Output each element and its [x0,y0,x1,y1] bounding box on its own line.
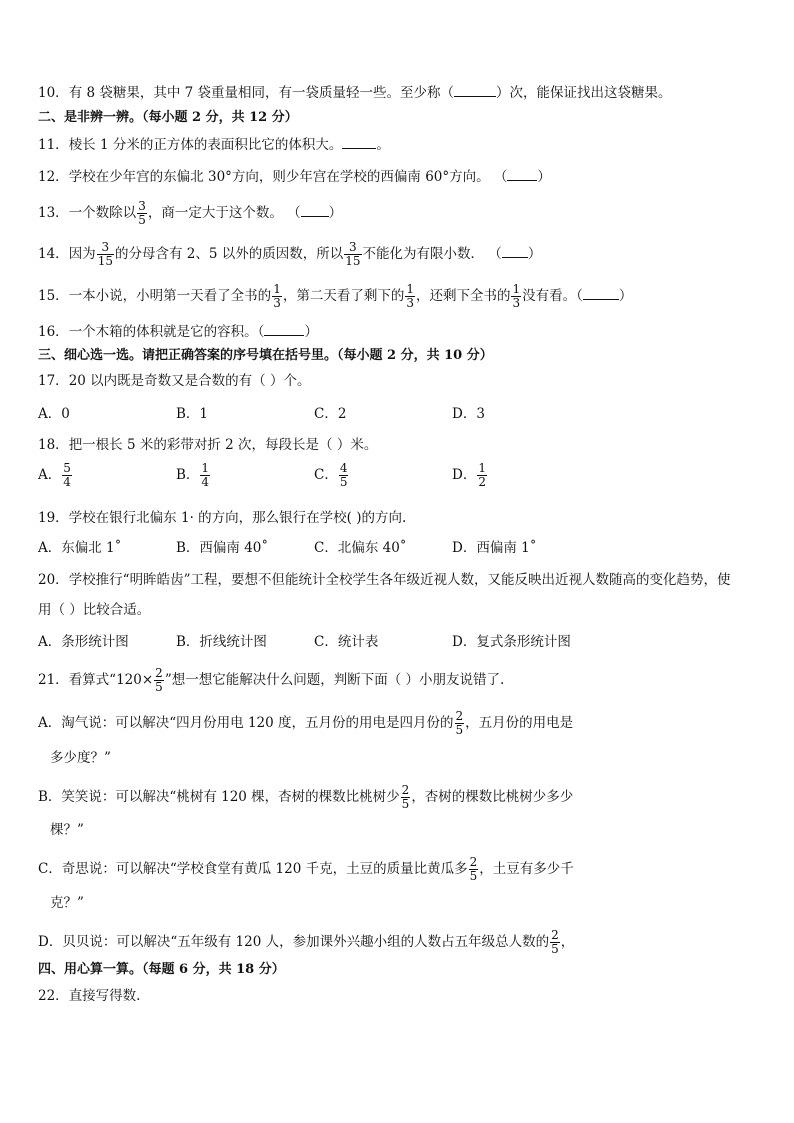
option-text: B．笑笑说：可以解决“桃树有 120 棵，杏树的棵数比桃树少 [38,789,400,805]
fraction: $\frac{3}{15}$ [345,240,361,268]
option-text: C．奇思说：可以解决“学校食堂有黄瓜 120 千克，土豆的质量比黄瓜多 [38,861,468,877]
question-number: 16． [38,324,69,340]
answer-blank[interactable] [342,134,376,149]
option-a[interactable]: A．0 [38,406,70,422]
question-text: 一本小说，小明第一天看了全书的 [68,288,272,304]
fraction: $\frac{2}{5}$ [551,928,559,956]
fraction: $\frac{3}{15}$ [97,240,113,268]
option-b[interactable] [38,784,573,811]
option-b[interactable]: B． $\frac{1}{4}$ [176,461,210,489]
question-number: 19． [38,510,69,526]
question-text: 20 以内既是奇数又是合数的有（ ）个。 [68,373,311,389]
fraction: $\frac{5}{4}$ [63,461,71,489]
option-text: D．贝贝说：可以解决“五年级有 120 人，参加课外兴趣小组的人数占五年级总人数的 [38,934,550,950]
question-text: 的分母含有 2、5 以外的质因数，所以 [114,246,344,262]
question-text: 一个木箱的体积就是它的容积。（ [68,324,265,340]
question-17 [38,371,310,391]
answer-blank[interactable] [502,243,528,258]
option-d[interactable]: D．3 [452,406,485,422]
option-c[interactable]: C．统计表 [314,634,379,650]
option-c-cont: 克？” [50,895,84,911]
question-number: 13． [38,205,69,221]
question-22 [38,986,140,1006]
question-21 [38,667,504,694]
option-a[interactable]: A．东偏北 1˚ [38,540,122,556]
section-3-heading: 三、细心选一选。请把正确答案的序号填在括号里。（每小题 2 分，共 10 分） [38,348,493,363]
fraction: $\frac{2}{5}$ [469,855,478,883]
question-text: ”想一想它能解决什么问题，判断下面（ ）小朋友说错了. [164,672,505,688]
fraction: $\frac{1}{4}$ [201,461,210,489]
question-text: 不能化为有限小数． （ [362,246,502,262]
option-b[interactable]: B．折线统计图 [176,634,267,650]
option-d[interactable] [38,929,574,956]
question-text: ） [618,288,633,304]
question-text: 棱长 1 分米的正方体的表面积比它的体积大。 [68,137,343,153]
question-10 [38,82,672,103]
question-text: ） [527,246,542,262]
question-text: 学校推行“明眸皓齿”工程，要想不但能统计全校学生各年级近视人数，又能反映出近视人数随高的变化趋势，使 [68,572,731,588]
question-16 [38,321,318,342]
question-13 [38,200,342,227]
option-d[interactable]: D．复式条形统计图 [452,634,571,650]
question-number: 12． [38,169,69,185]
section-2-heading: 二、是非辨一辨。（每小题 2 分，共 12 分） [38,110,298,125]
option-c[interactable]: C． $\frac{4}{5}$ [314,461,348,489]
answer-blank[interactable] [507,166,537,181]
option-text: ，土豆有多少千 [479,861,574,877]
question-text: 没有看。（ [522,288,583,304]
option-d[interactable]: D． $\frac{1}{2}$ [452,461,486,489]
fraction: $\frac{2}{5}$ [155,666,163,694]
question-text: 学校在银行北偏东 1· 的方向，那么银行在学校( )的方向. [68,510,407,526]
option-text: ，杏树的棵数比桃树少多少 [411,789,574,805]
option-d[interactable]: D．西偏南 1˚ [452,540,537,556]
question-number: 20． [38,572,69,588]
fraction: $\frac{2}{5}$ [401,783,410,811]
option-b[interactable]: B．西偏南 40˚ [176,540,269,556]
section-4-heading: 四、用心算一算。（每题 6 分，共 18 分） [38,962,285,977]
option-a[interactable] [38,710,573,737]
question-number: 14． [38,246,69,262]
answer-blank[interactable] [454,82,496,97]
question-19 [38,508,406,528]
question-number: 11． [38,137,69,153]
fraction: $\frac{1}{3}$ [512,282,521,310]
option-b[interactable]: B．1 [176,406,209,422]
question-11 [38,134,390,155]
answer-blank[interactable] [583,285,619,300]
question-20 [38,570,731,590]
answer-blank[interactable] [264,321,304,336]
option-a[interactable]: A． $\frac{5}{4}$ [38,461,71,489]
question-text: 有 8 袋糖果，其中 7 袋重量相同，有一袋质量轻一些。至少称（ [68,85,455,101]
question-text: ，第二天看了剩下的 [282,288,405,304]
option-a-cont: 多少度？” [50,750,111,766]
question-text: ）次，能保证找出这袋糖果。 [496,85,672,101]
question-text: 看算式“120× [68,672,154,688]
question-text: 因为 [68,246,96,262]
fraction: $\frac{4}{5}$ [339,461,348,489]
fraction: $\frac{1}{2}$ [478,461,486,489]
option-c[interactable]: C．北偏东 40˚ [314,540,407,556]
fraction: $\frac{2}{5}$ [455,709,464,737]
question-number: 21． [38,672,69,688]
fraction: $\frac{3}{5}$ [138,199,146,227]
question-text: ） [304,324,318,340]
question-text: ，还剩下全书的 [415,288,511,304]
answer-blank[interactable] [301,202,329,217]
question-text: 学校在少年宫的东偏北 30°方向，则少年宫在学校的西偏南 60°方向。 （ [68,169,508,185]
question-text: ） [328,205,343,221]
option-c[interactable] [38,856,574,883]
option-text: ， [560,934,575,950]
question-text: ，商一定大于这个数。 （ [147,205,301,221]
question-number: 15． [38,288,69,304]
question-text: 。 [376,137,390,153]
question-12 [38,166,551,187]
question-20-cont: 用（ ）比较合适。 [38,602,151,618]
option-text: ，五月份的用电是 [465,715,574,731]
question-text: 把一根长 5 米的彩带对折 2 次，每段长是（ ）米。 [68,437,378,453]
question-text: 直接写得数. [68,988,141,1004]
question-number: 10． [38,85,69,101]
question-number: 17． [38,373,69,389]
question-18 [38,435,377,455]
question-text: ） [537,169,551,185]
option-a[interactable]: A．条形统计图 [38,634,129,650]
question-number: 18． [38,437,69,453]
question-number: 22． [38,988,69,1004]
question-14 [38,241,541,268]
fraction: $\frac{1}{3}$ [273,282,281,310]
option-text: A．淘气说：可以解决“四月份用电 120 度，五月份的用电是四月份的 [38,715,454,731]
question-15 [38,283,632,310]
fraction: $\frac{1}{3}$ [406,282,414,310]
option-c[interactable]: C．2 [314,406,347,422]
question-text: 一个数除以 [68,205,137,221]
option-b-cont: 棵？” [50,822,84,838]
